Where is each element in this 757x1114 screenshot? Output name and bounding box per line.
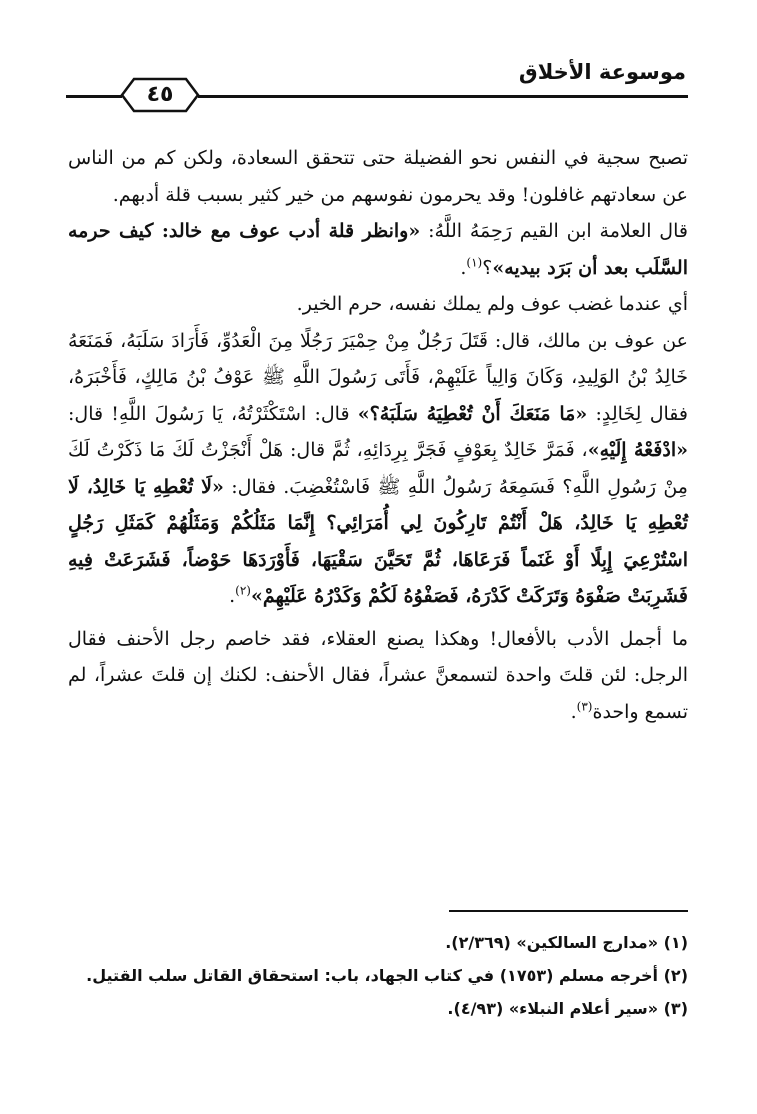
footnote-reference: (٣) (576, 699, 593, 714)
paragraph (68, 213, 688, 286)
footnote-2: (٢) أخرجه مسلم (١٧٥٣) في كتاب الجهاد، باب: استحقاق القاتل سلب القتيل. (86, 966, 688, 985)
paragraph (68, 621, 688, 731)
text-run: . (570, 700, 577, 723)
quoted-text: «مَا مَنَعَكَ أَنْ تُعْطِيَهُ سَلَبَهُ؟» (357, 402, 588, 425)
paragraph (68, 323, 688, 615)
footnote-reference: (٢) (235, 583, 251, 598)
text-run: قال العلامة ابن القيم رَحِمَهُ اللَّهُ: (420, 220, 688, 242)
quoted-text: «لَا تُعْطِهِ يَا خَالِدُ، لَا تُعْطِهِ يَا خَالِدُ، هَلْ أَنْتُمْ تَارِكُونَ لِي أُمَرَائِي؟ إِنَّمَا مَثَلُكُمْ وَمَثَلُهُمْ كَمَثَلِ رَجُلٍ اسْتُرْعِيَ إِبِلًا أَوْ غَنَماً فَرَعَاهَا، ثُمَّ تَحَيَّنَ سَقْيَهَا، فَأَوْرَدَهَا حَوْضاً، فَشَرَعَتْ فِيهِ فَشَرِبَتْ صَفْوَهُ وَتَرَكَتْ كَدْرَهُ، فَصَفْوُهُ لَكُمْ وَكَدْرُهُ عَلَيْهِمْ» (68, 475, 688, 607)
main-text (68, 140, 688, 730)
paragraph (68, 286, 688, 323)
footnote-separator (449, 910, 688, 912)
footnotes (68, 926, 688, 1025)
text-run: . (460, 256, 467, 279)
footnote-reference: (١) (466, 255, 483, 270)
text-run: قال: اسْتَكْثَرْتُهُ، يَا رَسُولَ اللَّهِ! قال: (68, 402, 358, 425)
text-run: عن عوف بن مالك، قال: قَتَلَ رَجُلٌ مِنْ حِمْيَرَ رَجُلًا مِنَ الْعَدُوِّ، فَأَرَادَ سَلَبَهُ، فَمَنَعَهُ خَالِدُ بْنُ الوَلِيدِ، وَكَانَ وَالِياً عَلَيْهِمْ، فَأَتَى رَسُولَ اللَّهِ ﷺ عَوْفُ بْنُ مَالِكٍ، فَأَخْبَرَهُ، فقال لِخَالِدٍ: (68, 329, 688, 425)
page-header (66, 52, 688, 107)
paragraph (68, 140, 688, 213)
header-rule (198, 95, 688, 98)
text-run: ، فَمَرَّ خَالِدٌ بِعَوْفٍ فَجَرَّ بِرِدَائِهِ، ثُمَّ قال: هَلْ أَنْجَزْتُ لَكَ مَا ذَكَرْتُ لَكَ مِنْ رَسُولِ اللَّهِ؟ فَسَمِعَهُ رَسُولُ اللَّهِ ﷺ فَاسْتُغْضِبَ. فقال: (68, 439, 688, 498)
header-rule-left (66, 95, 122, 98)
text-run: . (229, 585, 236, 607)
page-number-frame (120, 76, 200, 114)
quoted-text: «ادْفَعْهُ إِلَيْهِ» (587, 439, 688, 461)
page-number: ٤٥ (146, 82, 174, 107)
text-run: ؟ (482, 256, 493, 279)
footnote-3: (٣) «سير أعلام النبلاء» (٤/٩٣). (447, 999, 688, 1018)
text-run: ما أجمل الأدب بالأفعال! وهكذا يصنع العقلاء، فقد خاصم رجل الأحنف فقال الرجل: لئن قلتَ واحدة لتسمعنَّ عشراً، فقال الأحنف: لكنك إن قلتَ عشراً، لم تسمع واحدة (68, 627, 688, 723)
footnote-1: (١) «مدارج السالكين» (٢/٣٦٩). (445, 933, 688, 952)
text-run: تصبح سجية في النفس نحو الفضيلة حتى تتحقق السعادة، ولكن كم من الناس عن سعادتهم غافلون! وقد يحرمون نفوسهم من خير كثير بسبب قلة أدبهم. (68, 147, 688, 206)
book-title: موسوعة الأخلاق (518, 60, 686, 84)
text-run: أي عندما غضب عوف ولم يملك نفسه، حرم الخير. (296, 293, 688, 315)
quoted-text: «وانظر قلة أدب عوف مع خالد: كيف حرمه السَّلَب بعد أن بَرَد بيديه» (68, 220, 688, 279)
